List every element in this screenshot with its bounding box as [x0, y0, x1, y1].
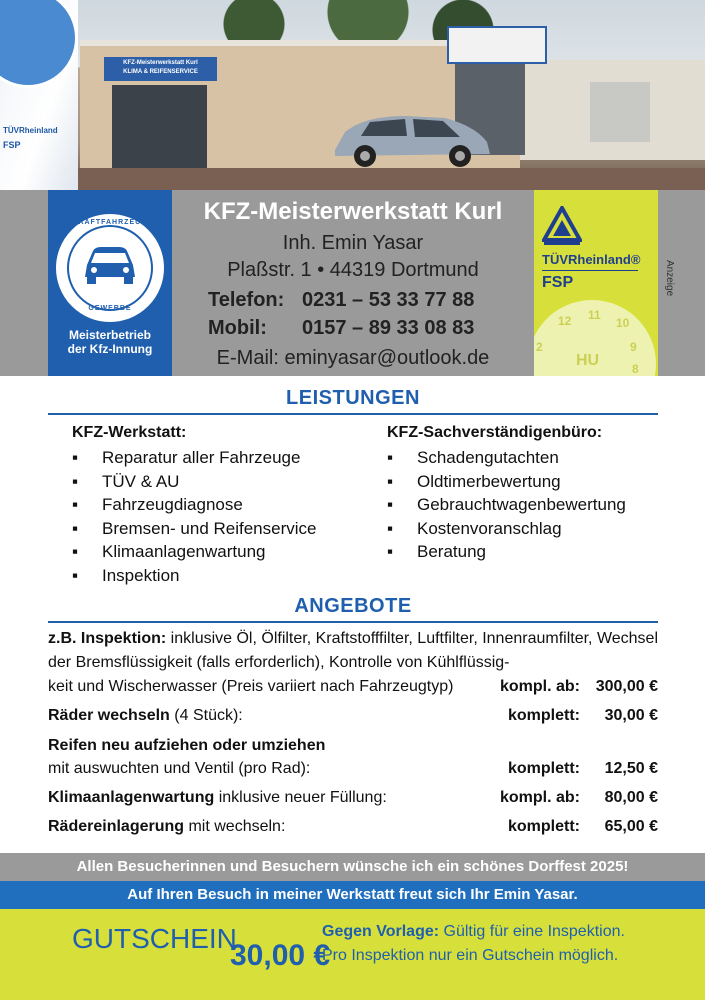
list-item-label: Gebrauchtwagenbewertung	[417, 495, 626, 515]
list-item	[72, 493, 316, 517]
offers-title: ANGEBOTE	[294, 595, 412, 617]
list-item-label: Schadengutachten	[417, 448, 559, 467]
tuv-fsp: FSP	[542, 274, 574, 291]
bullet-icon: ▪	[72, 518, 79, 538]
voucher-condition-text: Gültig für eine Inspektion.	[439, 923, 625, 940]
list-item	[72, 540, 316, 564]
building-sign-secondary	[447, 26, 547, 64]
list-item-label: TÜV & AU	[102, 471, 180, 491]
list-item-label: Kostenvoranschlag	[417, 518, 562, 538]
offer-storage	[48, 815, 658, 839]
offers-divider	[48, 621, 658, 623]
owner-name: Inh. Emin Yasar	[282, 232, 424, 254]
offer-price-label: komplett:	[508, 707, 580, 724]
guild-seal-bottom-text: GEWERBE	[88, 305, 132, 312]
hu-seal-num: 10	[616, 316, 630, 330]
address: Plaßstr. 1 • 44319 Dortmund	[227, 259, 479, 281]
workshop-column	[72, 424, 316, 588]
bullet-icon: ▪	[387, 471, 394, 491]
guild-seal	[56, 214, 164, 322]
tuv-panel	[534, 190, 658, 376]
email-address[interactable]: E-Mail: eminyasar@outlook.de	[216, 347, 490, 369]
garage-door-left	[112, 85, 207, 175]
guild-seal-top-text: KRAFTFAHRZEUG	[72, 219, 148, 226]
building-sign-title: KFZ-Meisterwerkstatt Kurl	[123, 60, 198, 66]
offer-tires-label: Reifen neu aufziehen oder umziehen	[48, 737, 326, 754]
tuv-brand: TÜVRheinland®	[542, 252, 641, 267]
offer-inspection	[48, 627, 658, 675]
tuv-triangle-icon	[542, 206, 582, 246]
bullet-icon: ▪	[72, 565, 79, 585]
bullet-icon: ▪	[387, 518, 394, 538]
bullet-icon: ▪	[387, 495, 394, 515]
guild-caption-line1: Meisterbetrieb	[68, 328, 152, 342]
flag-brand: TÜVRheinland	[3, 126, 58, 135]
offer-price-label: kompl. ab:	[499, 678, 580, 695]
list-item-label: Beratung	[417, 542, 486, 562]
hu-seal-num: 12	[558, 314, 572, 328]
offer-price-label: kompl. ab:	[499, 789, 580, 806]
voucher-condition-label: Gegen Vorlage:	[322, 923, 440, 940]
list-item-label: Inspektion	[102, 565, 180, 585]
bullet-icon: ▪	[72, 542, 79, 562]
voucher-limit: Pro Inspektion nur ein Gutschein möglich.	[322, 947, 619, 964]
expert-list	[387, 446, 626, 564]
hu-seal-icon	[534, 300, 656, 376]
flag-seal-icon	[0, 0, 78, 88]
offer-inspection-last	[48, 675, 658, 699]
offer-ac-text: inklusive neuer Füllung:	[214, 789, 387, 806]
offer-wheels	[48, 704, 658, 728]
list-item	[72, 446, 316, 470]
offer-price-label: komplett:	[508, 760, 580, 777]
ground	[0, 168, 705, 190]
offer-price: 300,00 €	[595, 678, 658, 695]
offer-wheels-label: Räder wechseln	[48, 707, 170, 724]
ad-label: Anzeige	[664, 260, 675, 297]
list-item	[387, 493, 626, 517]
offer-price: 80,00 €	[604, 789, 658, 806]
offer-inspection-last-line: keit und Wischerwasser (Preis variiert nach Fahrzeugtyp)	[48, 678, 454, 695]
guild-caption	[48, 328, 172, 356]
phone-label: Telefon:	[208, 289, 285, 311]
offer-storage-label: Rädereinlagerung	[48, 818, 185, 835]
phone-number[interactable]: 0231 – 53 33 77 88	[302, 289, 475, 311]
offer-tires-detail	[48, 757, 658, 781]
header-photo	[0, 0, 705, 190]
hu-seal-num: 9	[630, 340, 637, 354]
list-item-label: Fahrzeugdiagnose	[102, 495, 243, 515]
list-item	[387, 470, 626, 494]
offer-inspection-text: inklusive Öl, Ölfilter, Kraftstofffilter, Luftfilter, Innenraumfilter, Wechsel der Bremsflüssigkeit (falls erforderlich), Kontrolle von Kühlflüssig-	[48, 630, 658, 671]
expert-column	[387, 424, 626, 564]
services-title: LEISTUNGEN	[286, 387, 420, 409]
list-item-label: Oldtimerbewertung	[417, 471, 561, 491]
voucher-band	[0, 909, 705, 1000]
offer-ac-label: Klimaanlagenwartung	[48, 789, 215, 806]
list-item	[387, 517, 626, 541]
offer-inspection-label: z.B. Inspektion:	[48, 630, 167, 647]
shop-name: KFZ-Meisterwerkstatt Kurl	[203, 198, 503, 225]
hu-seal-num: 2	[536, 340, 543, 354]
building-sign-sub: KLIMA & REIFENSERVICE	[123, 69, 198, 75]
offer-price-label: komplett:	[508, 818, 580, 835]
list-item-label: Klimaanlagenwartung	[102, 542, 266, 562]
list-item	[72, 517, 316, 541]
workshop-list	[72, 446, 316, 588]
list-item-label: Reparatur aller Fahrzeuge	[102, 448, 301, 467]
guild-caption-line2: der Kfz-Innung	[67, 342, 153, 356]
building-sign	[104, 57, 217, 81]
offer-wheels-text: (4 Stück):	[169, 707, 243, 724]
greeting-band: Allen Besucherinnen und Besuchern wünsche ich ein schönes Dorffest 2025!	[0, 853, 705, 881]
tuv-flag	[0, 0, 78, 190]
contact-block	[172, 190, 534, 376]
offer-price: 65,00 €	[604, 818, 658, 835]
mobile-label: Mobil:	[208, 317, 267, 339]
guild-logo	[48, 190, 172, 376]
expert-heading: KFZ-Sachverständigenbüro:	[387, 424, 603, 441]
bullet-icon: ▪	[72, 448, 79, 467]
visit-band: Auf Ihren Besuch in meiner Werkstatt freut sich Ihr Emin Yasar.	[0, 881, 705, 909]
list-item-label: Bremsen- und Reifenservice	[102, 518, 317, 538]
offer-tires	[48, 734, 658, 758]
workshop-heading: KFZ-Werkstatt:	[72, 424, 187, 441]
car-front-icon	[81, 243, 139, 287]
tuv-divider	[542, 270, 638, 271]
car-icon	[325, 110, 495, 170]
hu-seal-num: 8	[632, 362, 639, 376]
list-item	[72, 564, 316, 588]
services-divider	[48, 413, 658, 415]
offer-tires-text: mit auswuchten und Ventil (pro Rad):	[48, 760, 311, 777]
bullet-icon: ▪	[72, 471, 79, 491]
voucher-value: 30,00 €	[230, 939, 331, 972]
voucher-condition	[322, 923, 625, 941]
list-item	[387, 446, 626, 470]
bullet-icon: ▪	[72, 495, 79, 515]
garage-door-right	[590, 82, 650, 142]
hu-seal-num: 11	[588, 308, 601, 322]
hu-seal-label: HU	[576, 352, 600, 369]
flag-fsp: FSP	[3, 140, 21, 150]
mobile-number[interactable]: 0157 – 89 33 08 83	[302, 317, 475, 339]
bullet-icon: ▪	[387, 448, 394, 467]
list-item	[387, 540, 626, 564]
offer-price: 12,50 €	[604, 760, 658, 777]
bullet-icon: ▪	[387, 542, 394, 562]
voucher-title: GUTSCHEIN	[72, 923, 237, 954]
offer-ac	[48, 786, 658, 810]
offer-storage-text: mit wechseln:	[184, 818, 286, 835]
offer-price: 30,00 €	[604, 707, 658, 724]
list-item	[72, 470, 316, 494]
